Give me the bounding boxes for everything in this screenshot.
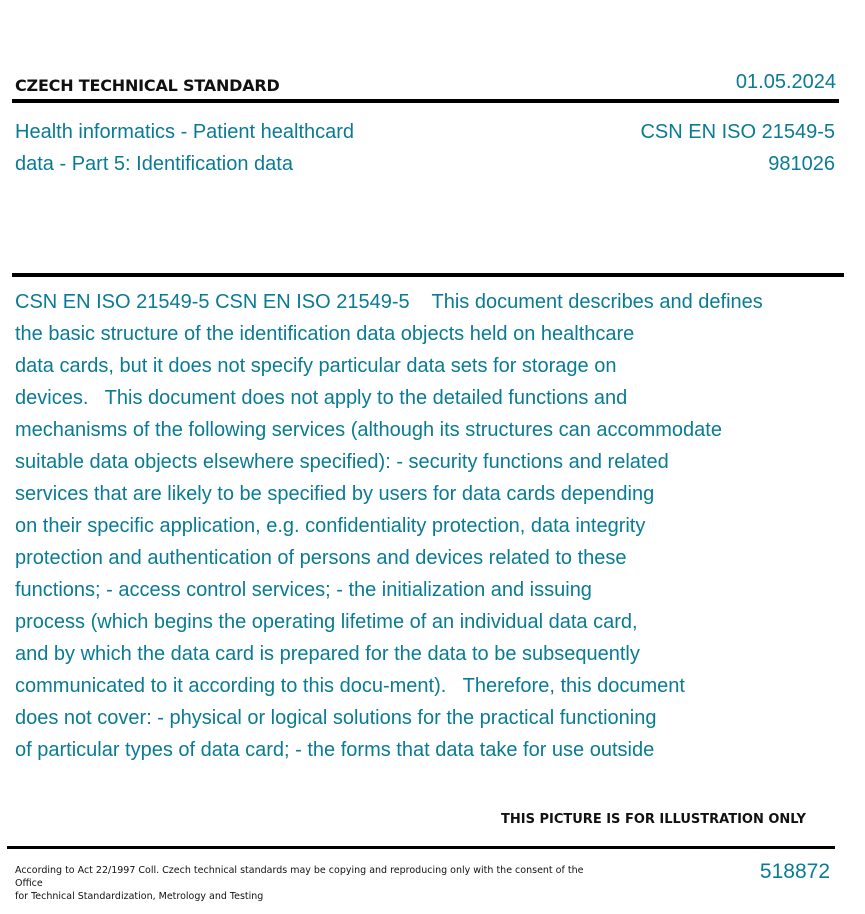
abstract-line: on their specific application, e.g. confidentiality protection, data integrity — [15, 515, 646, 537]
abstract-text — [15, 286, 830, 766]
abstract-line: does not cover: - physical or logical solutions for the practical functioning — [15, 707, 657, 729]
title-line: data - Part 5: Identification data — [15, 153, 293, 175]
legal-line: for Technical Standardization, Metrology and Testing — [15, 891, 264, 902]
abstract-line: and by which the data card is prepared for the data to be subsequently — [15, 643, 640, 665]
classification-code: 981026 — [768, 153, 835, 175]
abstract-line: mechanisms of the following services (although its structures can accommodate — [15, 419, 722, 441]
top-rule — [12, 99, 839, 103]
standard-type-label: CZECH TECHNICAL STANDARD — [15, 76, 280, 95]
standard-identifiers — [640, 116, 835, 180]
document-number: 518872 — [759, 860, 830, 883]
abstract-line: data cards, but it does not specify particular data sets for storage on — [15, 355, 617, 377]
legal-line: According to Act 22/1997 Coll. Czech technical standards may be copying and reproducing only with the consent of the Office — [15, 865, 584, 889]
middle-rule — [12, 273, 844, 277]
abstract-line: CSN EN ISO 21549-5 CSN EN ISO 21549-5 This document describes and defines — [15, 291, 763, 313]
publication-date: 01.05.2024 — [735, 71, 836, 93]
bottom-rule — [7, 846, 835, 849]
abstract-line: functions; - access control services; - the initialization and issuing — [15, 579, 592, 601]
illustration-note: THIS PICTURE IS FOR ILLUSTRATION ONLY — [501, 812, 806, 827]
abstract-line: process (which begins the operating lifetime of an individual data card, — [15, 611, 638, 633]
legal-note — [15, 864, 585, 903]
abstract-line: protection and authentication of persons and devices related to these — [15, 547, 627, 569]
abstract-line: the basic structure of the identification data objects held on healthcare — [15, 323, 635, 345]
abstract-line: services that are likely to be specified by users for data cards depending — [15, 483, 655, 505]
document-title — [15, 116, 435, 180]
standard-code: CSN EN ISO 21549-5 — [640, 121, 835, 143]
abstract-line: suitable data objects elsewhere specified): - security functions and related — [15, 451, 669, 473]
abstract-line: of particular types of data card; - the forms that data take for use outside — [15, 739, 655, 761]
abstract-line: devices. This document does not apply to the detailed functions and — [15, 387, 628, 409]
abstract-line: communicated to it according to this docu-ment). Therefore, this document — [15, 675, 685, 697]
title-line: Health informatics - Patient healthcard — [15, 121, 355, 143]
